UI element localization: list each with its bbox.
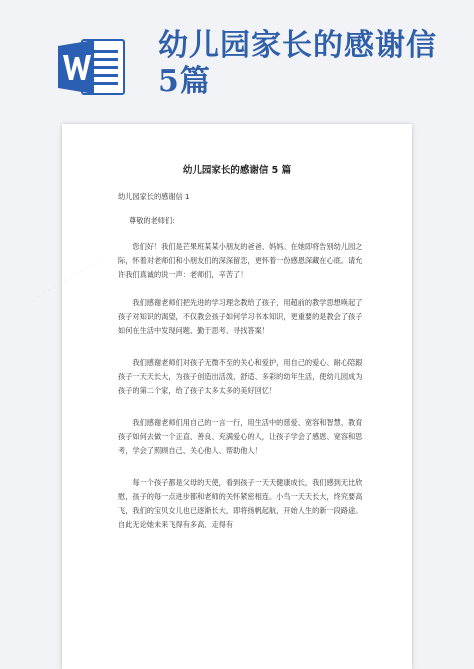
paragraph-3: 我们感谢老师们对孩子无微不至的关心和爱护，用自己的爱心、耐心陪跟孩子一天天长大，为孩子创造出活泼、舒适、多彩的幼年生活，使幼儿园成为孩子的第二个家，给了孩子太多太多的美好回忆！ <box>118 358 363 395</box>
greeting: 尊敬的老师们: <box>129 216 175 225</box>
header-banner <box>0 0 474 112</box>
paragraph-2: 我们感谢老师们把先进的学习理念教给了孩子，用超前的教学思想唤起了孩子对知识的渴望，不仅教会孩子如何学习书本知识，更重要的是教会了孩子如何在生活中发现问题、勤于思考、寻找答案！ <box>118 298 363 335</box>
document-subtitle: 幼儿园家长的感谢信 1 <box>118 192 190 201</box>
word-document-icon <box>58 38 126 96</box>
banner-title: 幼儿园家长的感谢信5篇 <box>158 28 437 99</box>
watermark: · · · · · · · · · · · · <box>34 256 103 303</box>
document-page <box>34 124 412 669</box>
paragraph-5: 每一个孩子都是父母的天使，看到孩子一天天健康成长，我们感到无比欣慰，孩子的每一点进步都和老师的关怀紧密相连。小鸟一天天长大，终究要高飞，我们的宝贝女儿也已逐渐长大，即将扬帆起航，开始人生的新一段路途。自此无论她未来飞得有多高、走得有 <box>118 478 363 529</box>
paragraph-4: 我们感谢老师们用自己的一言一行，用生活中的慈爱、宽容和智慧，教育孩子如何去做一个正直、善良、充满爱心的人，让孩子学会了感恩、宽容和思考，学会了照顾自己、关心他人、帮助他人！ <box>118 418 363 455</box>
paragraph-1: 您们好！我们是芒果班某某小朋友的爸爸、妈妈。在她即将告别幼儿园之际，怀着对老师们和小朋友们的深深留恋，更怀着一份感恩深藏在心底。请允许我们真诚的说一声：老师们，辛苦了！ <box>118 242 363 279</box>
document-title: 幼儿园家长的感谢信 5 篇 <box>182 165 292 176</box>
